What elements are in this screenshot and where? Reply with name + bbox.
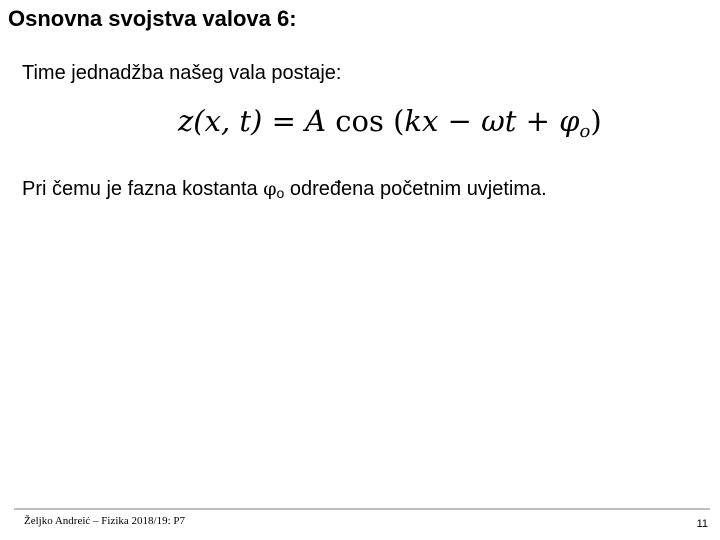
note-phi-symbol: φ: [263, 178, 277, 200]
formula-phi: φ: [559, 104, 580, 138]
formula-minus: −: [438, 104, 482, 138]
formula-amplitude: A: [305, 104, 327, 138]
phase-constant-note: [22, 178, 547, 201]
formula-lhs: z(x, t): [178, 104, 263, 138]
wave-equation: [178, 104, 602, 142]
formula-omega: ω: [481, 104, 505, 138]
note-phi-subscript: o: [276, 185, 285, 201]
formula-close-paren: ): [590, 104, 602, 138]
footer-divider: [14, 508, 710, 510]
formula-phi-subscript: o: [579, 121, 591, 142]
formula-k: k: [404, 104, 422, 138]
note-before: Pri čemu je fazna kostanta: [22, 178, 264, 200]
footer-author: Željko Andreić – Fizika 2018/19: P7: [24, 515, 186, 527]
formula-equals: =: [262, 104, 306, 138]
slide-title: Osnovna svojstva valova 6:: [8, 6, 297, 31]
formula-x: x: [422, 104, 439, 138]
formula-open-paren: (: [393, 104, 405, 138]
note-after: određena početnim uvjetima.: [284, 178, 547, 200]
formula-cos: cos: [326, 104, 394, 138]
intro-text: Time jednadžba našeg vala postaje:: [22, 62, 342, 84]
formula-plus: +: [516, 104, 560, 138]
page-number: 11: [696, 518, 708, 530]
formula-t: t: [504, 104, 517, 138]
